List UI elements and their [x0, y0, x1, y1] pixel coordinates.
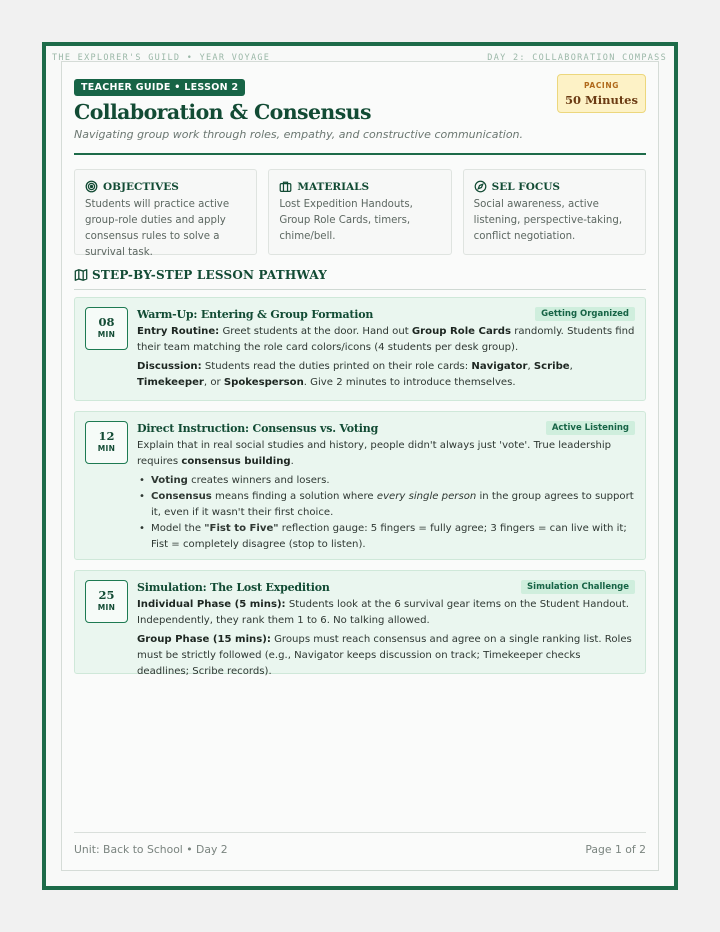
- lesson-badge: TEACHER GUIDE • LESSON 2: [74, 79, 245, 96]
- step-title: Direct Instruction: Consensus vs. Voting: [137, 422, 379, 435]
- step-paragraph: Individual Phase (5 mins): Students look at the 6 survival gear items on the Student Handout. Independently, they rank them 1 to 6. No talking allowed.: [137, 599, 629, 626]
- pacing-label: PACING: [584, 81, 619, 90]
- step-minutes-unit: MIN: [97, 330, 116, 339]
- page-footer: [74, 843, 646, 856]
- list-item: • Model the "Fist to Five" reflection gauge: 5 fingers = fully agree; 3 fingers = can live with it; Fist = completely disagree (stop to listen).: [137, 521, 635, 553]
- step-duration: [85, 580, 128, 623]
- step-title: Warm-Up: Entering & Group Formation: [137, 308, 374, 321]
- step-paragraph: Group Phase (15 mins): Groups must reach consensus and agree on a single ranking list. Roles must be strictly followed (e.g., Navigator keeps discussion on track; Timekeeper checks deadlines; Scribe records).: [137, 634, 632, 677]
- footer-unit: Unit: Back to School • Day 2: [74, 843, 228, 856]
- step-tag: Getting Organized: [535, 307, 635, 321]
- materials-card: [268, 169, 451, 255]
- materials-title: MATERIALS: [297, 180, 370, 193]
- step-simulation: [74, 570, 646, 677]
- briefcase-icon: [279, 180, 292, 193]
- step-paragraph: Explain that in real social studies and history, people didn't always just 'vote'. True leadership requires consensus building.: [137, 440, 612, 467]
- objectives-card: [74, 169, 257, 258]
- header-strip-left: THE EXPLORER'S GUILD • YEAR VOYAGE: [52, 53, 271, 63]
- step-minutes: 12: [98, 429, 115, 443]
- step-paragraph: Discussion: Students read the duties printed on their role cards: Navigator, Scribe, Timekeeper, or Spokesperson. Give 2 minutes to introduce themselves.: [137, 361, 573, 388]
- title-divider: [74, 153, 646, 155]
- materials-body: Lost Expedition Handouts, Group Role Cards, timers, chime/bell.: [279, 199, 413, 242]
- list-item: • Voting creates winners and losers.: [137, 473, 635, 489]
- step-paragraph: Entry Routine: Greet students at the door. Hand out Group Role Cards randomly. Students find their team matching the role card colors/icons (4 students per desk group).: [137, 326, 635, 353]
- map-icon: [74, 268, 88, 282]
- sel-focus-title: SEL FOCUS: [491, 180, 560, 193]
- compass-icon: [474, 180, 487, 193]
- step-duration: [85, 307, 128, 350]
- step-minutes-unit: MIN: [97, 603, 116, 612]
- step-duration: [85, 421, 128, 464]
- page-title: Collaboration & Consensus: [74, 100, 371, 124]
- step-bullet-list: [137, 473, 635, 553]
- pacing-value: 50 Minutes: [565, 93, 638, 107]
- step-minutes: 25: [98, 588, 115, 602]
- step-tag: Simulation Challenge: [521, 580, 635, 594]
- pathway-divider: [74, 289, 646, 290]
- objectives-title: OBJECTIVES: [103, 180, 179, 193]
- target-icon: [85, 180, 98, 193]
- header-strip-right: DAY 2: COLLABORATION COMPASS: [487, 53, 667, 63]
- page-number: Page 1 of 2: [585, 843, 646, 856]
- step-direct-instruction: [74, 411, 646, 560]
- pacing-box: [557, 74, 646, 113]
- step-warm-up: [74, 297, 646, 401]
- objectives-body: Students will practice active group-role duties and apply consensus rules to solve a survival task.: [85, 199, 230, 258]
- sel-focus-card: [463, 169, 646, 255]
- step-minutes-unit: MIN: [97, 444, 116, 453]
- step-minutes: 08: [98, 315, 115, 329]
- footer-divider: [74, 832, 646, 833]
- step-title: Simulation: The Lost Expedition: [137, 581, 330, 594]
- sel-focus-body: Social awareness, active listening, perspective-taking, conflict negotiation.: [473, 199, 623, 242]
- pathway-heading: [74, 268, 327, 282]
- info-cards: [74, 169, 646, 258]
- list-item: • Consensus means finding a solution where every single person in the group agrees to support it, even if it wasn't their first choice.: [137, 489, 635, 521]
- header-strip: [52, 53, 667, 65]
- page-subtitle: Navigating group work through roles, empathy, and constructive communication.: [74, 128, 524, 141]
- pathway-heading-text: STEP-BY-STEP LESSON PATHWAY: [92, 268, 328, 282]
- step-tag: Active Listening: [546, 421, 635, 435]
